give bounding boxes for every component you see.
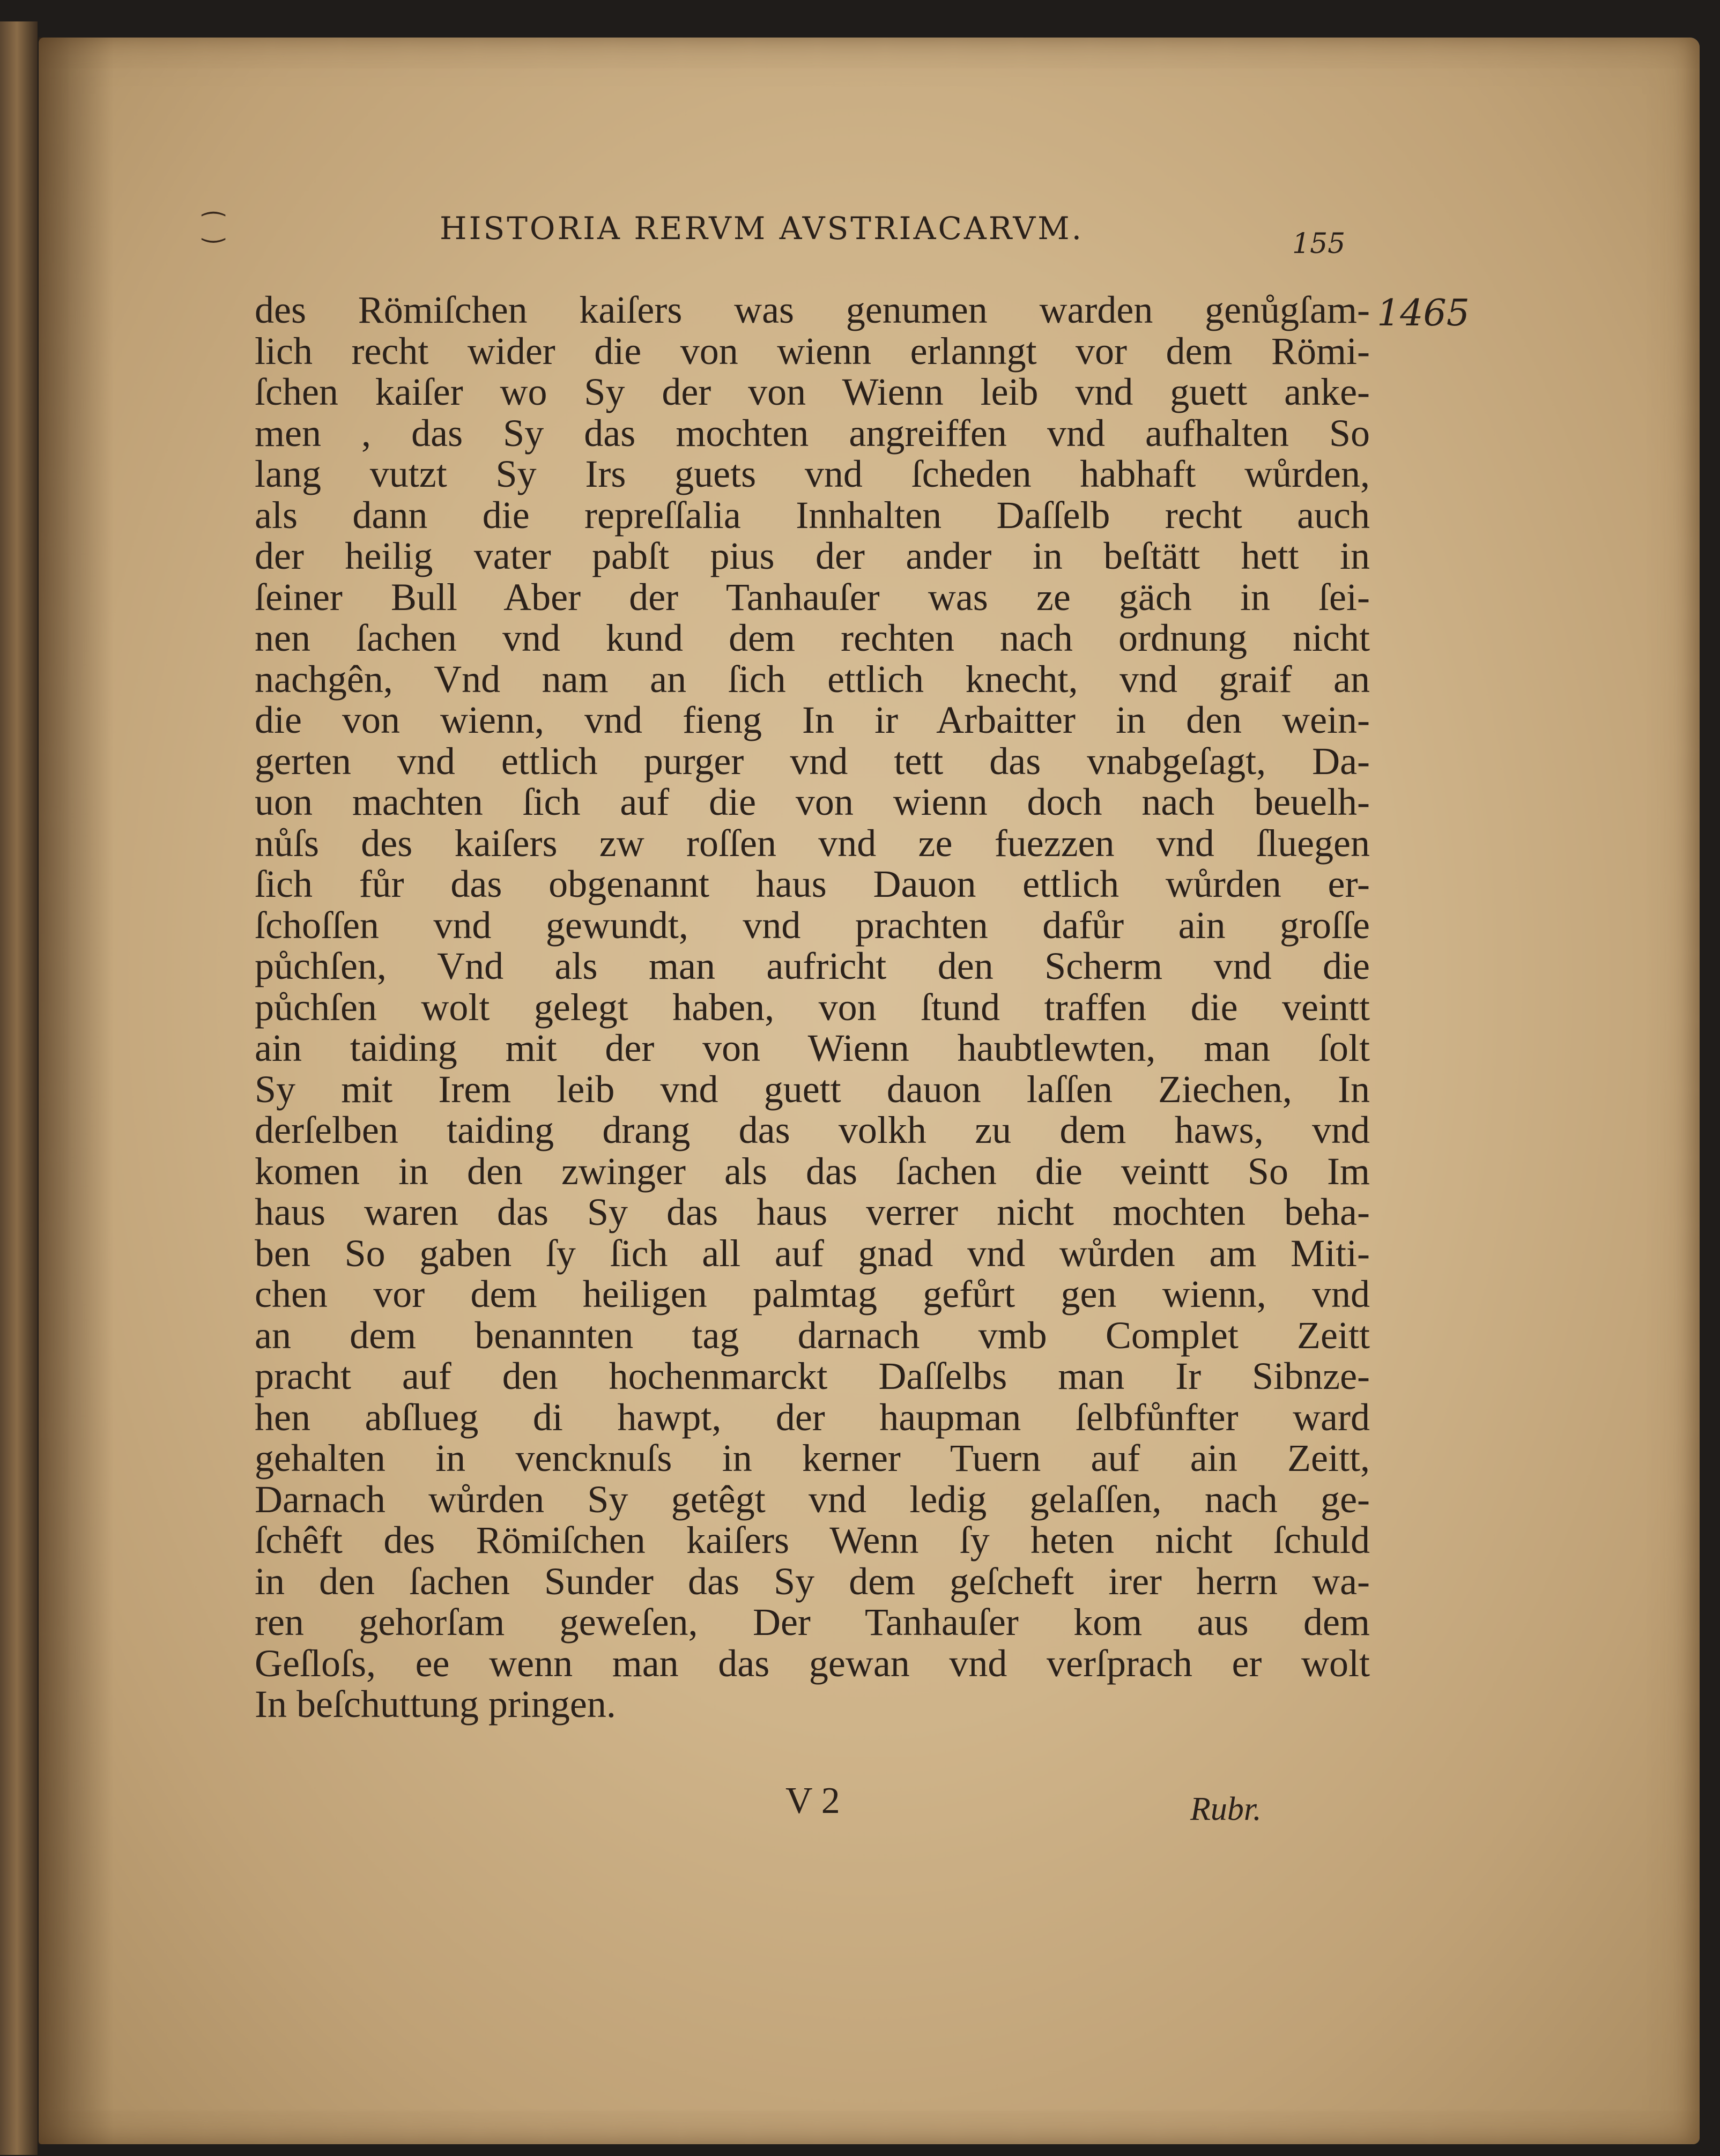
previous-page-edge bbox=[0, 21, 38, 2155]
text-line: derſelben taiding drang das volkh zu dem haws, vnd bbox=[255, 1109, 1370, 1151]
catchword: Rubr. bbox=[1190, 1791, 1262, 1827]
text-line: gerten vnd ettlich purger vnd tett das vnabgeſagt, Da- bbox=[255, 739, 1370, 783]
margin-year: 1465 bbox=[1377, 292, 1470, 334]
text-line-last: In beſchuttung pringen. bbox=[255, 1683, 616, 1726]
text-line: ben So gaben ſy ſich all auf gnad vnd wůrden am Miti- bbox=[255, 1231, 1370, 1275]
text-line: des Römiſchen kaiſers was genumen warden genůgſam- bbox=[255, 288, 1370, 331]
text-line: ain taiding mit der von Wienn haubtlewten, man ſolt bbox=[255, 1027, 1370, 1069]
text-line: ren gehorſam geweſen, Der Tanhauſer kom aus dem bbox=[255, 1601, 1370, 1644]
text-line: Geſloſs, ee wenn man das gewan vnd verſprach er wolt bbox=[255, 1641, 1370, 1685]
text-line: lich recht wider die von wienn erlanngt vor dem Römi- bbox=[255, 329, 1370, 373]
text-line: chen vor dem heiligen palmtag gefůrt gen wienn, vnd bbox=[255, 1273, 1370, 1315]
text-line: der heilig vater pabſt pius der ander in beſtätt hett in bbox=[255, 534, 1370, 577]
running-title: HISTORIA RERVM AVSTRIACARVM. bbox=[440, 210, 1084, 247]
text-line: haus waren das Sy das haus verrer nicht mochten beha- bbox=[255, 1191, 1370, 1233]
text-line: ſchoſſen vnd gewundt, vnd prachten dafůr ain groſſe bbox=[255, 903, 1370, 947]
text-line: nen ſachen vnd kund dem rechten nach ordnung nicht bbox=[255, 616, 1370, 659]
text-line: die von wienn, vnd fieng In ir Arbaitter in den wein- bbox=[255, 698, 1370, 741]
text-line: nachgên, Vnd nam an ſich ettlich knecht, vnd graif an bbox=[255, 657, 1370, 701]
text-line: půchſen wolt gelegt haben, von ſtund traffen die veintt bbox=[255, 985, 1370, 1029]
text-line: nůſs des kaiſers zw roſſen vnd ze fuezzen vnd ſluegen bbox=[255, 821, 1370, 865]
text-line: als dann die repreſſalia Innhalten Daſſelb recht auch bbox=[255, 493, 1370, 537]
page-number: 155 bbox=[1292, 228, 1346, 260]
text-line: ſchêft des Römiſchen kaiſers Wenn ſy heten nicht ſchuld bbox=[255, 1519, 1370, 1562]
text-line: Sy mit Irem leib vnd guett dauon laſſen Ziechen, In bbox=[255, 1067, 1370, 1111]
body-text bbox=[255, 289, 1370, 1725]
text-line: komen in den zwinger als das ſachen die veintt So Im bbox=[255, 1149, 1370, 1193]
text-line: men , das Sy das mochten angreiffen vnd aufhalten So bbox=[255, 411, 1370, 455]
text-line: ſchen kaiſer wo Sy der von Wienn leib vnd guett anke- bbox=[255, 370, 1370, 413]
text-line: lang vutzt Sy Irs guets vnd ſcheden habhaft wůrden, bbox=[255, 452, 1370, 495]
text-line: hen abſlueg di hawpt, der haupman ſelbfůnfter ward bbox=[255, 1395, 1370, 1439]
text-line: an dem benannten tag darnach vmb Complet Zeitt bbox=[255, 1313, 1370, 1357]
text-line: uon machten ſich auf die von wienn doch nach beuelh- bbox=[255, 780, 1370, 823]
text-line: půchſen, Vnd als man aufricht den Scherm vnd die bbox=[255, 945, 1370, 987]
gutter-shadow bbox=[39, 38, 114, 2144]
text-line: gehalten in vencknuſs in kerner Tuern auf ain Zeitt, bbox=[255, 1437, 1370, 1480]
margin-mark-icon: ⁐ bbox=[203, 212, 225, 243]
text-line: ſeiner Bull Aber der Tanhauſer was ze gäch in ſei- bbox=[255, 575, 1370, 619]
signature-mark: V 2 bbox=[785, 1780, 840, 1822]
text-line: ſich fůr das obgenannt haus Dauon ettlich wůrden er- bbox=[255, 863, 1370, 905]
text-line: Darnach wůrden Sy getêgt vnd ledig gelaſſen, nach ge- bbox=[255, 1477, 1370, 1521]
text-line: in den ſachen Sunder das Sy dem geſcheft irer herrn wa- bbox=[255, 1559, 1370, 1603]
text-line: pracht auf den hochenmarckt Daſſelbs man Ir Sibnze- bbox=[255, 1355, 1370, 1397]
